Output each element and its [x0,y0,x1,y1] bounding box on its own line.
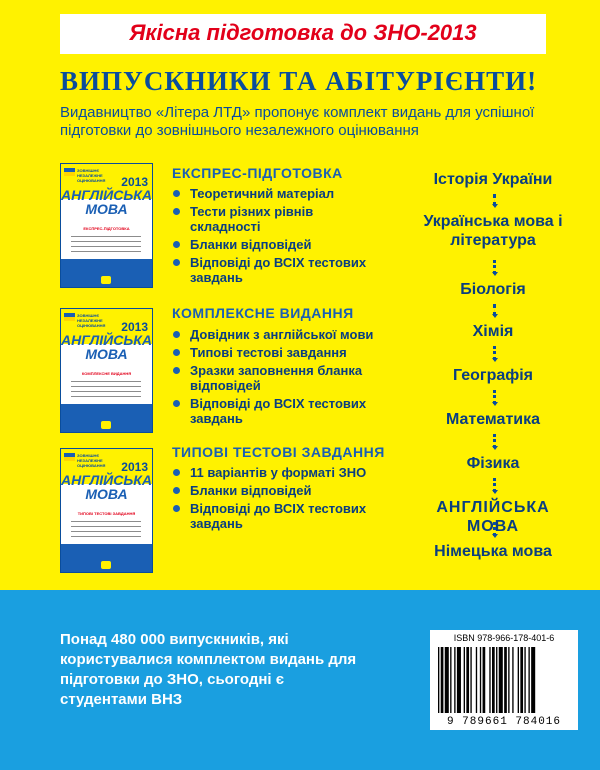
book-cover-express [60,163,153,288]
cover-tag: КОМПЛЕКСНЕ ВИДАННЯ [81,371,132,376]
cover-year: 2013 [121,460,148,474]
bullet-icon [173,241,180,248]
bullet-icon [173,505,180,512]
list-item: Відповіді до ВСІХ тестових завдань [172,255,382,285]
intro-text: Видавництво «Літера ЛТД» пропонує комплект видань для успішної підготовки до зовнішнього незалежного оцінювання [60,104,535,139]
bullet-icon [173,259,180,266]
subject-item: Фізика [466,455,520,472]
subject-item: Українська мова і література [423,213,563,249]
connector-arrow-icon [493,194,496,206]
cover-text-lines [71,236,141,256]
bullet-icon [173,469,180,476]
list-item: Тести різних рівнів складності [172,204,382,234]
barcode-bars-icon [438,647,570,713]
cover-year: 2013 [121,320,148,334]
book-cover-complex [60,308,153,433]
bullet-icon [173,349,180,356]
list-item: Довідник з англійської мови [172,327,382,342]
cover-year: 2013 [121,175,148,189]
section-list-express [172,186,382,288]
section-title-complex: КОМПЛЕКСНЕ ВИДАННЯ [172,305,354,321]
barcode [430,630,578,730]
subject-item-highlight: АНГЛІЙСЬКА МОВА [436,499,550,535]
footer-text: Понад 480 000 випускників, які користувалися комплектом видань для підготовки до ЗНО, сьогодні є студентами ВНЗ [60,631,357,708]
connector-arrow-icon [493,260,496,274]
cover-tag: ЕКСПРЕС-ПІДГОТОВКА [83,226,130,231]
connector-arrow-icon [493,390,496,404]
section-list-typical [172,465,382,534]
list-item: Типові тестові завдання [172,345,382,360]
subject-item: Історія України [433,171,553,188]
subject-item: Математика [445,411,541,428]
bullet-icon [173,400,180,407]
bullet-icon [173,331,180,338]
subject-item: Біологія [460,281,526,298]
cover-text-lines [71,521,141,541]
cover-zno: ЗОВНІШНЄ НЕЗАЛЕЖНЕ ОЦІНЮВАННЯ [77,453,106,468]
list-item: Відповіді до ВСІХ тестових завдань [172,501,382,531]
subject-item: Хімія [472,323,514,340]
bullet-icon [173,367,180,374]
list-item: Бланки відповідей [172,483,382,498]
subject-item: Німецька мова [434,543,552,560]
cover-zno: ЗОВНІШНЄ НЕЗАЛЕЖНЕ ОЦІНЮВАННЯ [77,313,106,328]
headline: ВИПУСКНИКИ ТА АБІТУРІЄНТИ! [60,66,538,96]
slogan-banner [60,14,546,54]
connector-arrow-icon [493,478,496,492]
list-item: Відповіді до ВСІХ тестових завдань [172,396,382,426]
connector-arrow-icon [493,434,496,448]
flag-icon [64,453,75,461]
section-title-express: ЕКСПРЕС-ПІДГОТОВКА [172,165,343,181]
connector-arrow-icon [493,522,496,536]
cover-tag: ТИПОВІ ТЕСТОВІ ЗАВДАННЯ [77,511,136,516]
cover-subject: АНГЛІЙСЬКА МОВА [61,332,152,362]
section-list-complex [172,327,382,429]
connector-arrow-icon [493,346,496,360]
section-title-typical: ТИПОВІ ТЕСТОВІ ЗАВДАННЯ [172,444,385,460]
isbn-text: ISBN 978-966-178-401-6 [453,633,555,643]
subject-item: Географія [452,367,534,384]
cover-subject: АНГЛІЙСЬКА МОВА [61,187,152,217]
cover-zno: ЗОВНІШНЄ НЕЗАЛЕЖНЕ ОЦІНЮВАННЯ [77,168,106,183]
publisher-logo-icon [101,276,111,284]
list-item: Бланки відповідей [172,237,382,252]
slogan-text: Якісна підготовка до ЗНО-2013 [129,20,477,45]
bullet-icon [173,487,180,494]
flag-icon [64,313,75,321]
connector-arrow-icon [493,304,496,316]
ean-text: 9 789661 784016 [446,716,562,728]
bullet-icon [173,190,180,197]
cover-text-lines [71,381,141,401]
publisher-logo-icon [101,561,111,569]
cover-subject: АНГЛІЙСЬКА МОВА [61,472,152,502]
bullet-icon [173,208,180,215]
publisher-logo-icon [101,421,111,429]
book-cover-typical [60,448,153,573]
flag-icon [64,168,75,176]
list-item: Зразки заповнення бланка відповідей [172,363,382,393]
list-item: Теоретичний матеріал [172,186,382,201]
list-item: 11 варіантів у форматі ЗНО [172,465,382,480]
